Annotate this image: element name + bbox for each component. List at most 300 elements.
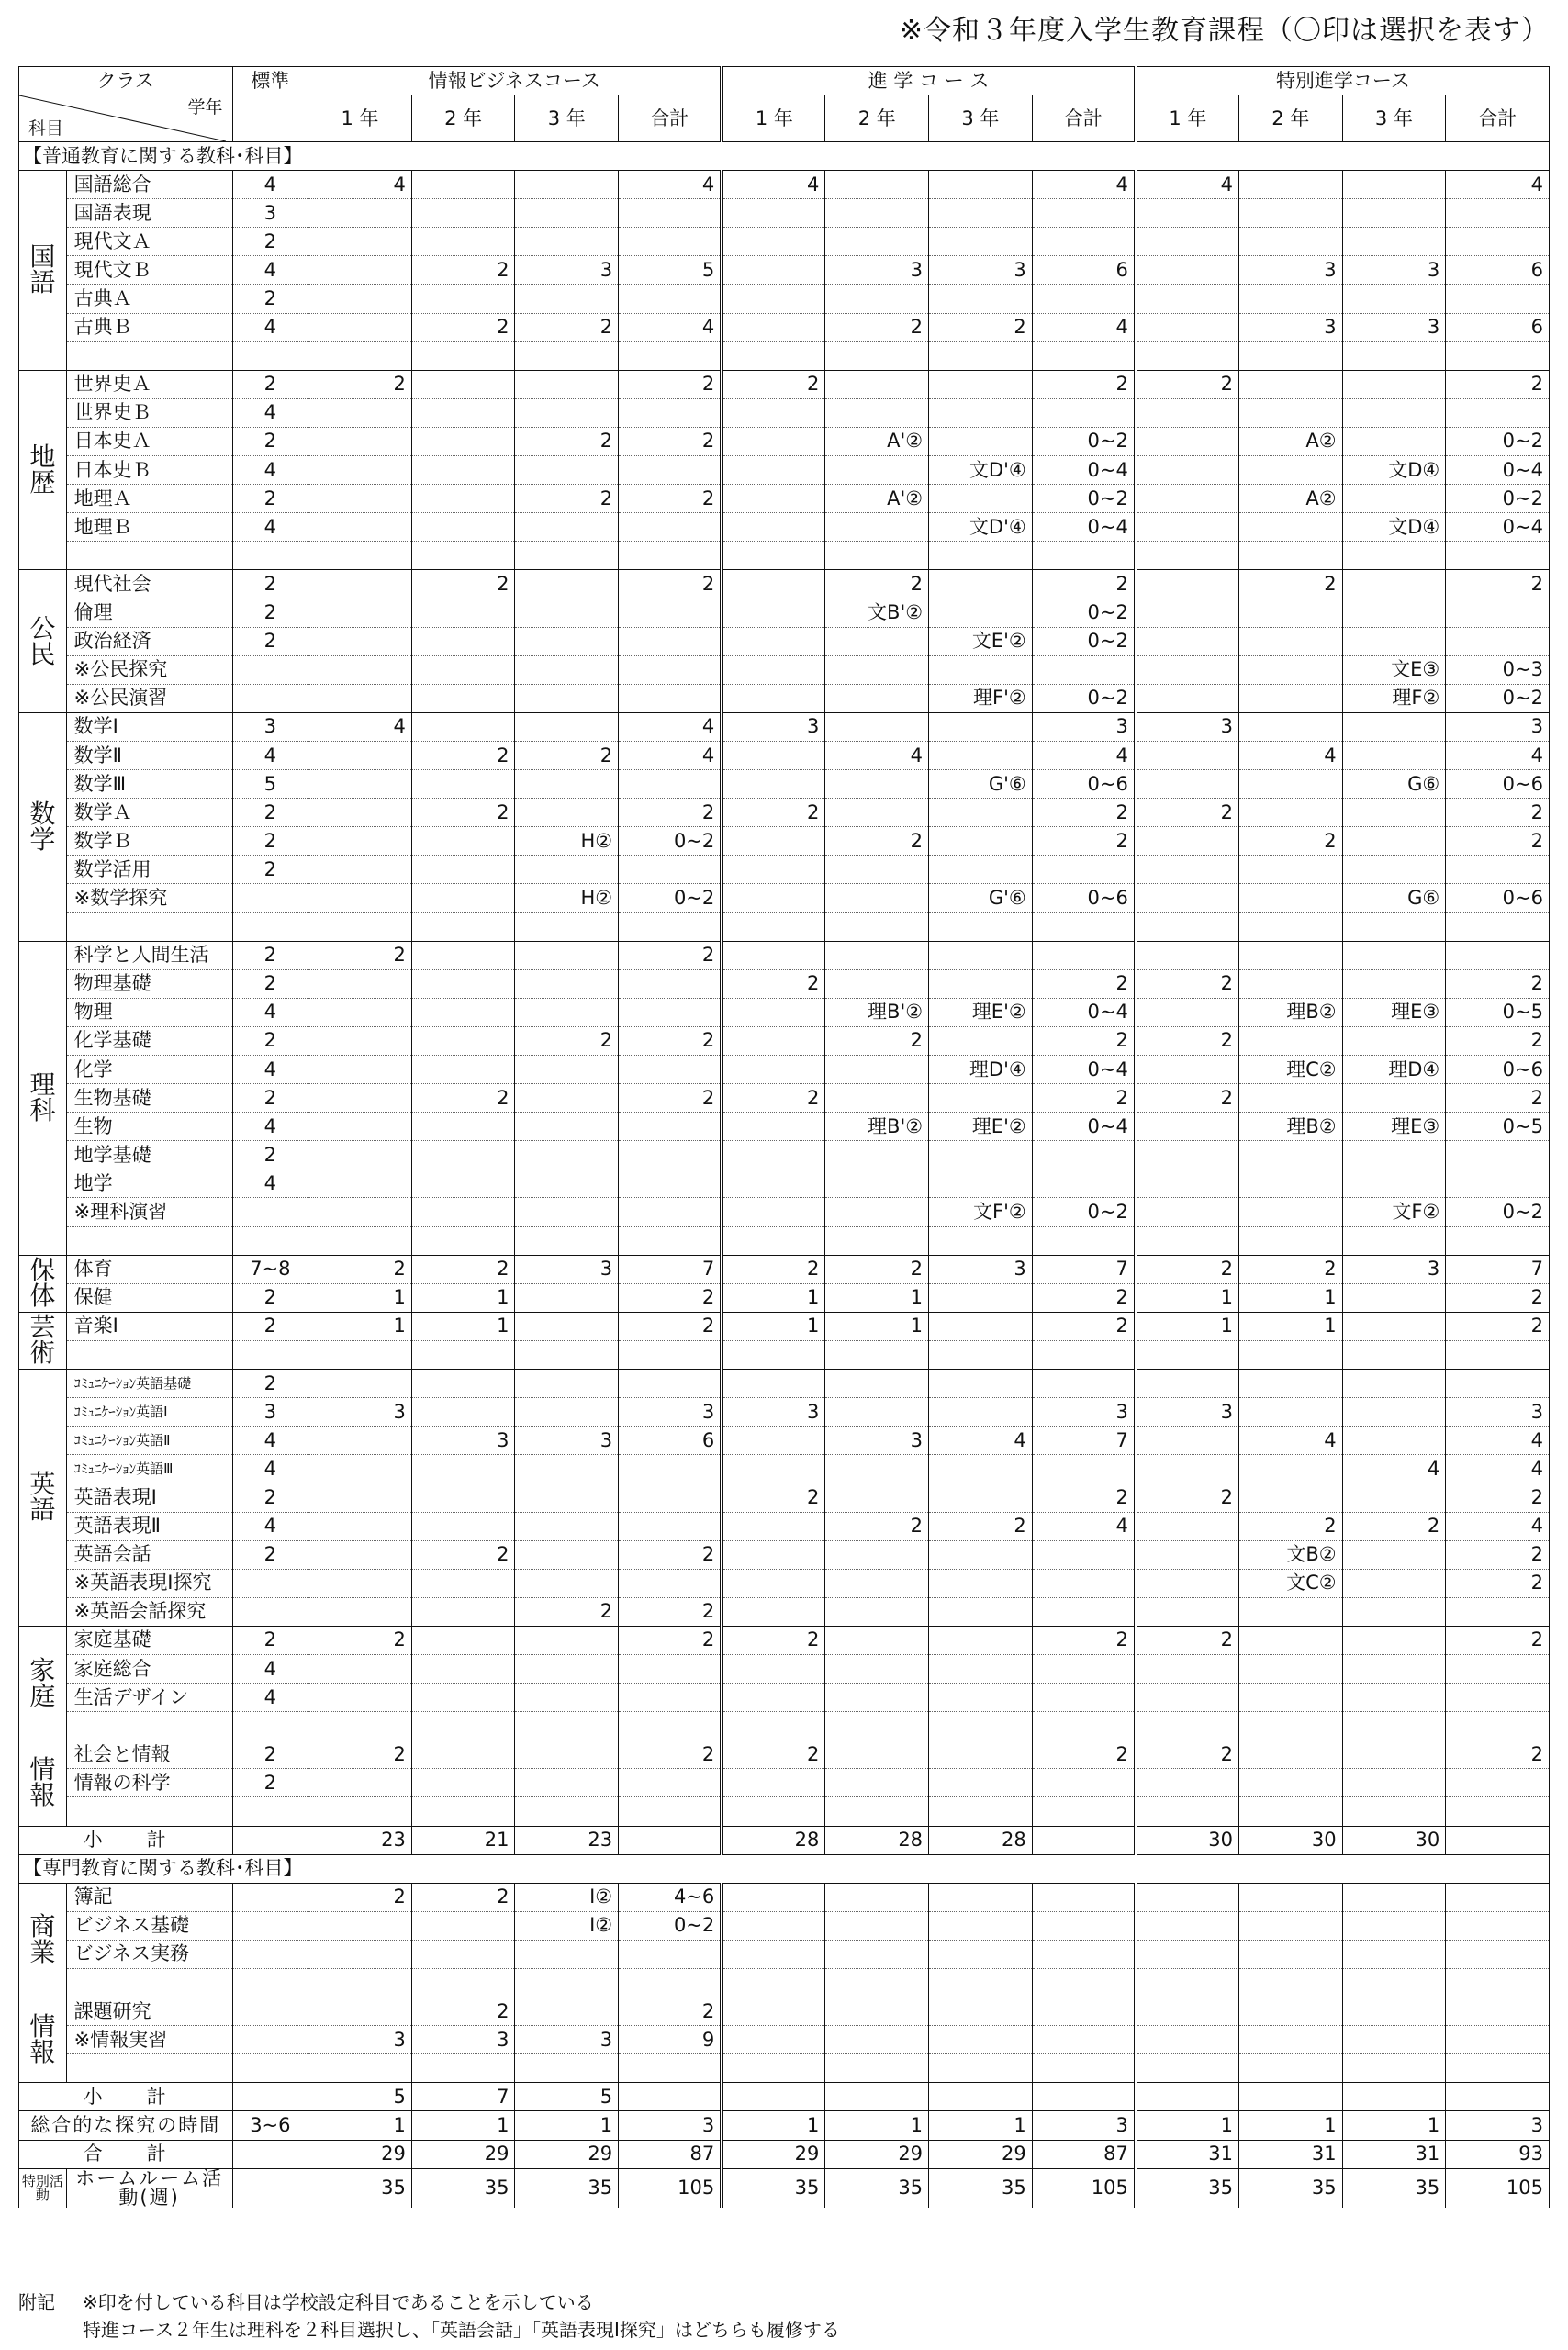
- value-cell: 28: [825, 1826, 929, 1854]
- value-cell: [308, 770, 412, 799]
- value-cell: 1: [722, 2111, 825, 2140]
- value-cell: [1136, 1998, 1239, 2026]
- value-cell: [825, 1226, 929, 1255]
- value-cell: [1342, 741, 1446, 769]
- value-cell: 0~6: [1032, 884, 1136, 912]
- value-cell: [515, 285, 619, 313]
- value-cell: [619, 1512, 722, 1540]
- value-cell: [515, 1940, 619, 1968]
- value-cell: [308, 1512, 412, 1540]
- value-cell: [1342, 370, 1446, 398]
- value-cell: [1446, 1370, 1550, 1398]
- value-cell: [619, 655, 722, 684]
- value-cell: 2: [308, 1626, 412, 1654]
- value-cell: 2: [619, 1026, 722, 1055]
- value-cell: [1032, 1940, 1136, 1968]
- value-cell: [515, 1283, 619, 1312]
- value-cell: [929, 1169, 1033, 1198]
- value-cell: [825, 1056, 929, 1084]
- value-cell: [722, 1940, 825, 1968]
- value-cell: [1342, 712, 1446, 741]
- value-cell: [308, 655, 412, 684]
- standard-units: [232, 542, 308, 570]
- value-cell: 4: [308, 171, 412, 199]
- value-cell: 3: [1342, 256, 1446, 285]
- value-cell: [411, 1969, 515, 1998]
- standard-units: 4: [232, 1427, 308, 1455]
- value-cell: [929, 228, 1033, 256]
- value-cell: [515, 941, 619, 969]
- value-cell: [825, 1654, 929, 1683]
- value-cell: 2: [722, 1626, 825, 1654]
- value-cell: [308, 256, 412, 285]
- value-cell: [825, 655, 929, 684]
- value-cell: 29: [929, 2140, 1033, 2168]
- value-cell: 理F'②: [929, 684, 1033, 712]
- value-cell: [1342, 341, 1446, 370]
- value-cell: [411, 1169, 515, 1198]
- value-cell: [411, 1684, 515, 1712]
- subject-name: 古典Ｂ: [66, 313, 232, 341]
- standard-units: 4: [232, 1684, 308, 1712]
- value-cell: [411, 513, 515, 542]
- table-row: [19, 1826, 1550, 1854]
- table-row: [19, 1056, 1550, 1084]
- value-cell: [619, 599, 722, 627]
- value-cell: [308, 1797, 412, 1826]
- value-cell: [411, 2054, 515, 2083]
- standard-units: 7~8: [232, 1255, 308, 1283]
- value-cell: [515, 1198, 619, 1226]
- standard-units: [232, 2054, 308, 2083]
- value-cell: [1238, 1969, 1342, 1998]
- value-cell: [825, 228, 929, 256]
- curriculum-table: [18, 66, 1550, 2208]
- value-cell: [515, 1398, 619, 1427]
- standard-units: 3~6: [232, 2111, 308, 2140]
- col-head: 3 年: [1342, 95, 1446, 142]
- standard-units: 2: [232, 1370, 308, 1398]
- value-cell: [1342, 1597, 1446, 1626]
- value-cell: 28: [722, 1826, 825, 1854]
- value-cell: [411, 912, 515, 941]
- value-cell: [1238, 627, 1342, 655]
- subject-name: 科学と人間生活: [66, 941, 232, 969]
- footnote-line: 特進コース２年生は理科を２科目選択し、「英語会話」「英語表現Ⅰ探究」はどちらも履修する: [83, 2319, 840, 2341]
- value-cell: [515, 1370, 619, 1398]
- value-cell: [308, 513, 412, 542]
- value-cell: [929, 1740, 1033, 1769]
- table-row: [19, 2140, 1550, 2168]
- subject-name: 家庭総合: [66, 1654, 232, 1683]
- value-cell: [619, 1969, 722, 1998]
- value-cell: A'②: [825, 485, 929, 513]
- value-cell: [1136, 2026, 1239, 2054]
- value-cell: [825, 199, 929, 228]
- value-cell: [515, 1312, 619, 1340]
- value-cell: [1238, 341, 1342, 370]
- value-cell: [1032, 1455, 1136, 1483]
- value-cell: [1342, 570, 1446, 599]
- subject-name: 課題研究: [66, 1998, 232, 2026]
- value-cell: [722, 427, 825, 455]
- standard-units: 2: [232, 570, 308, 599]
- standard-units: 2: [232, 799, 308, 827]
- value-cell: [308, 998, 412, 1026]
- value-cell: [515, 513, 619, 542]
- standard-units: 4: [232, 1455, 308, 1483]
- value-cell: [308, 570, 412, 599]
- value-cell: 2: [1032, 1283, 1136, 1312]
- value-cell: 3: [308, 2026, 412, 2054]
- value-cell: 31: [1136, 2140, 1239, 2168]
- value-cell: [1342, 1026, 1446, 1055]
- value-cell: 7: [619, 1255, 722, 1283]
- value-cell: [1032, 2054, 1136, 2083]
- value-cell: [929, 827, 1033, 856]
- col-head: 合計: [1446, 95, 1550, 142]
- col-head: 1 年: [1136, 95, 1239, 142]
- table-row: [19, 1427, 1550, 1455]
- value-cell: [1446, 1797, 1550, 1826]
- table-row: [19, 199, 1550, 228]
- value-cell: [1032, 912, 1136, 941]
- table-row: [19, 1512, 1550, 1540]
- value-cell: [1342, 941, 1446, 969]
- value-cell: 1: [308, 1283, 412, 1312]
- value-cell: [619, 1769, 722, 1797]
- value-cell: [515, 1740, 619, 1769]
- value-cell: [411, 485, 515, 513]
- value-cell: [515, 856, 619, 884]
- standard-units: 4: [232, 998, 308, 1026]
- value-cell: [1342, 1911, 1446, 1940]
- table-row: [19, 969, 1550, 998]
- value-cell: [722, 2083, 825, 2111]
- value-cell: [411, 228, 515, 256]
- value-cell: [1032, 941, 1136, 969]
- table-row: [19, 1969, 1550, 1998]
- value-cell: 文C②: [1238, 1569, 1342, 1597]
- value-cell: [411, 1370, 515, 1398]
- value-cell: 理B'②: [825, 998, 929, 1026]
- value-cell: [619, 456, 722, 485]
- table-row: [19, 599, 1550, 627]
- value-cell: [308, 542, 412, 570]
- standard-units: 2: [232, 370, 308, 398]
- subject-name: [66, 2054, 232, 2083]
- standard-units: 2: [232, 1084, 308, 1113]
- value-cell: 35: [1342, 2168, 1446, 2208]
- value-cell: 4: [1238, 741, 1342, 769]
- value-cell: [722, 1455, 825, 1483]
- value-cell: [1238, 2026, 1342, 2054]
- value-cell: [308, 969, 412, 998]
- value-cell: [619, 1654, 722, 1683]
- value-cell: [1136, 513, 1239, 542]
- value-cell: [515, 1540, 619, 1569]
- category-label: 商業: [19, 1883, 67, 1997]
- value-cell: 2: [619, 1998, 722, 2026]
- value-cell: [1238, 1654, 1342, 1683]
- value-cell: [825, 1455, 929, 1483]
- category-label: 英語: [19, 1370, 67, 1627]
- table-row: [19, 370, 1550, 398]
- value-cell: [1032, 1911, 1136, 1940]
- value-cell: [1136, 1141, 1239, 1169]
- table-row: [19, 2111, 1550, 2140]
- value-cell: [1032, 856, 1136, 884]
- value-cell: [722, 513, 825, 542]
- value-cell: [411, 856, 515, 884]
- value-cell: [929, 912, 1033, 941]
- standard-header: 標準: [232, 67, 308, 95]
- value-cell: [825, 627, 929, 655]
- subject-name: 現代文Ｂ: [66, 256, 232, 285]
- value-cell: [515, 712, 619, 741]
- value-cell: [1136, 627, 1239, 655]
- value-cell: [308, 1483, 412, 1512]
- value-cell: 9: [619, 2026, 722, 2054]
- value-cell: 31: [1238, 2140, 1342, 2168]
- table-row: [19, 2026, 1550, 2054]
- value-cell: [411, 1026, 515, 1055]
- value-cell: [1136, 1370, 1239, 1398]
- value-cell: 4: [619, 712, 722, 741]
- value-cell: [1446, 1769, 1550, 1797]
- value-cell: 35: [1238, 2168, 1342, 2208]
- table-row: [19, 2054, 1550, 2083]
- value-cell: 理E③: [1342, 998, 1446, 1026]
- value-cell: [722, 684, 825, 712]
- standard-units: 3: [232, 1398, 308, 1427]
- value-cell: [411, 1056, 515, 1084]
- table-row: [19, 1483, 1550, 1512]
- value-cell: 3: [411, 1427, 515, 1455]
- value-cell: [1032, 1370, 1136, 1398]
- subject-name: ※数学探究: [66, 884, 232, 912]
- value-cell: 4: [1032, 1512, 1136, 1540]
- value-cell: G'⑥: [929, 770, 1033, 799]
- value-cell: [1446, 228, 1550, 256]
- value-cell: 3: [619, 1398, 722, 1427]
- value-cell: 7: [1032, 1255, 1136, 1283]
- value-cell: [411, 1797, 515, 1826]
- value-cell: [619, 1198, 722, 1226]
- value-cell: [308, 341, 412, 370]
- subject-name: [66, 912, 232, 941]
- value-cell: 0~2: [1446, 1198, 1550, 1226]
- value-cell: [411, 998, 515, 1026]
- value-cell: [308, 1569, 412, 1597]
- value-cell: 2: [1446, 1084, 1550, 1113]
- table-row: [19, 1113, 1550, 1141]
- subject-label: 科目: [28, 118, 64, 139]
- category-label: 特別活動: [19, 2168, 67, 2208]
- standard-units: 2: [232, 1026, 308, 1055]
- summary-label: 総合的な探究の時間: [19, 2111, 233, 2140]
- value-cell: 4: [308, 712, 412, 741]
- table-row: [19, 285, 1550, 313]
- value-cell: [308, 228, 412, 256]
- category-label: 国語: [19, 171, 67, 371]
- value-cell: [1238, 1998, 1342, 2026]
- subject-name: 英語会話: [66, 1540, 232, 1569]
- value-cell: [722, 655, 825, 684]
- value-cell: 0~4: [1446, 513, 1550, 542]
- standard-units: [232, 1797, 308, 1826]
- subject-name: [66, 1226, 232, 1255]
- value-cell: [1342, 1654, 1446, 1683]
- value-cell: [1342, 1740, 1446, 1769]
- table-row: [19, 1626, 1550, 1654]
- value-cell: [308, 627, 412, 655]
- table-row: [19, 2168, 1550, 2208]
- value-cell: [1238, 884, 1342, 912]
- value-cell: 0~2: [1032, 427, 1136, 455]
- subject-name: 生物: [66, 1113, 232, 1141]
- value-cell: G⑥: [1342, 770, 1446, 799]
- value-cell: [1238, 912, 1342, 941]
- value-cell: [1032, 2083, 1136, 2111]
- value-cell: 23: [515, 1826, 619, 1854]
- table-row: [19, 2083, 1550, 2111]
- value-cell: [515, 1626, 619, 1654]
- value-cell: 3: [825, 256, 929, 285]
- subject-name: 日本史Ａ: [66, 427, 232, 455]
- value-cell: [722, 228, 825, 256]
- standard-units: 4: [232, 1169, 308, 1198]
- value-cell: [1136, 1684, 1239, 1712]
- standard-units: 2: [232, 941, 308, 969]
- value-cell: 2: [619, 485, 722, 513]
- value-cell: 29: [411, 2140, 515, 2168]
- value-cell: [1342, 2083, 1446, 2111]
- value-cell: [1238, 1226, 1342, 1255]
- table-row: [19, 712, 1550, 741]
- value-cell: [308, 1226, 412, 1255]
- value-cell: 2: [619, 427, 722, 455]
- value-cell: [1032, 542, 1136, 570]
- value-cell: 2: [619, 799, 722, 827]
- table-row: [19, 228, 1550, 256]
- standard-units: 3: [232, 199, 308, 228]
- value-cell: [1238, 941, 1342, 969]
- value-cell: [929, 1283, 1033, 1312]
- standard-units: [232, 2083, 308, 2111]
- value-cell: 2: [1446, 1626, 1550, 1654]
- value-cell: [722, 1141, 825, 1169]
- value-cell: [1342, 1883, 1446, 1911]
- value-cell: 2: [1136, 1483, 1239, 1512]
- value-cell: 1: [308, 1312, 412, 1340]
- value-cell: [515, 655, 619, 684]
- value-cell: 2: [1032, 969, 1136, 998]
- value-cell: 2: [1446, 1312, 1550, 1340]
- value-cell: [929, 1569, 1033, 1597]
- value-cell: 3: [1342, 313, 1446, 341]
- value-cell: [1446, 542, 1550, 570]
- value-cell: [1136, 741, 1239, 769]
- value-cell: [1136, 684, 1239, 712]
- value-cell: [1238, 1626, 1342, 1654]
- value-cell: 2: [1446, 570, 1550, 599]
- value-cell: [722, 1169, 825, 1198]
- class-header: クラス: [19, 67, 233, 95]
- standard-units: 2: [232, 969, 308, 998]
- value-cell: 30: [1342, 1826, 1446, 1854]
- value-cell: [619, 1712, 722, 1740]
- value-cell: [411, 456, 515, 485]
- summary-label: 合 計: [19, 2140, 233, 2168]
- value-cell: 4: [619, 741, 722, 769]
- standard-units: [232, 1569, 308, 1597]
- col-head: 2 年: [1238, 95, 1342, 142]
- table-row: [19, 341, 1550, 370]
- value-cell: [929, 1455, 1033, 1483]
- value-cell: [825, 1340, 929, 1369]
- value-cell: I②: [515, 1911, 619, 1940]
- value-cell: [1342, 1141, 1446, 1169]
- value-cell: [619, 1370, 722, 1398]
- category-label: 情報: [19, 1740, 67, 1826]
- value-cell: 0~2: [619, 1911, 722, 1940]
- value-cell: [722, 1226, 825, 1255]
- standard-units: 2: [232, 228, 308, 256]
- standard-units: [232, 2140, 308, 2168]
- value-cell: [1032, 285, 1136, 313]
- value-cell: [411, 827, 515, 856]
- value-cell: [619, 856, 722, 884]
- value-cell: 文D'④: [929, 513, 1033, 542]
- table-row: [19, 1540, 1550, 1569]
- value-cell: 2: [619, 570, 722, 599]
- value-cell: 2: [515, 427, 619, 455]
- value-cell: [1446, 1141, 1550, 1169]
- value-cell: 2: [825, 313, 929, 341]
- value-cell: 2: [619, 370, 722, 398]
- value-cell: 4: [1446, 1512, 1550, 1540]
- value-cell: [1032, 1998, 1136, 2026]
- value-cell: 文E③: [1342, 655, 1446, 684]
- value-cell: 2: [722, 1084, 825, 1113]
- value-cell: 2: [308, 1740, 412, 1769]
- value-cell: [929, 1998, 1033, 2026]
- value-cell: 2: [825, 1255, 929, 1283]
- year-subject-header: [19, 95, 233, 142]
- value-cell: I②: [515, 1883, 619, 1911]
- value-cell: [308, 1455, 412, 1483]
- standard-units: 2: [232, 627, 308, 655]
- value-cell: 0~2: [1446, 684, 1550, 712]
- value-cell: 2: [411, 1255, 515, 1283]
- value-cell: 2: [619, 1540, 722, 1569]
- table-row: [19, 1684, 1550, 1712]
- value-cell: [308, 1370, 412, 1398]
- value-cell: [1032, 1141, 1136, 1169]
- standard-units: 2: [232, 1626, 308, 1654]
- value-cell: [722, 1597, 825, 1626]
- value-cell: 2: [411, 256, 515, 285]
- col-head: 3 年: [515, 95, 619, 142]
- value-cell: 4: [1032, 313, 1136, 341]
- value-cell: [619, 969, 722, 998]
- value-cell: 0~4: [1032, 1113, 1136, 1141]
- value-cell: [308, 827, 412, 856]
- value-cell: A'②: [825, 427, 929, 455]
- value-cell: [929, 199, 1033, 228]
- value-cell: [1238, 770, 1342, 799]
